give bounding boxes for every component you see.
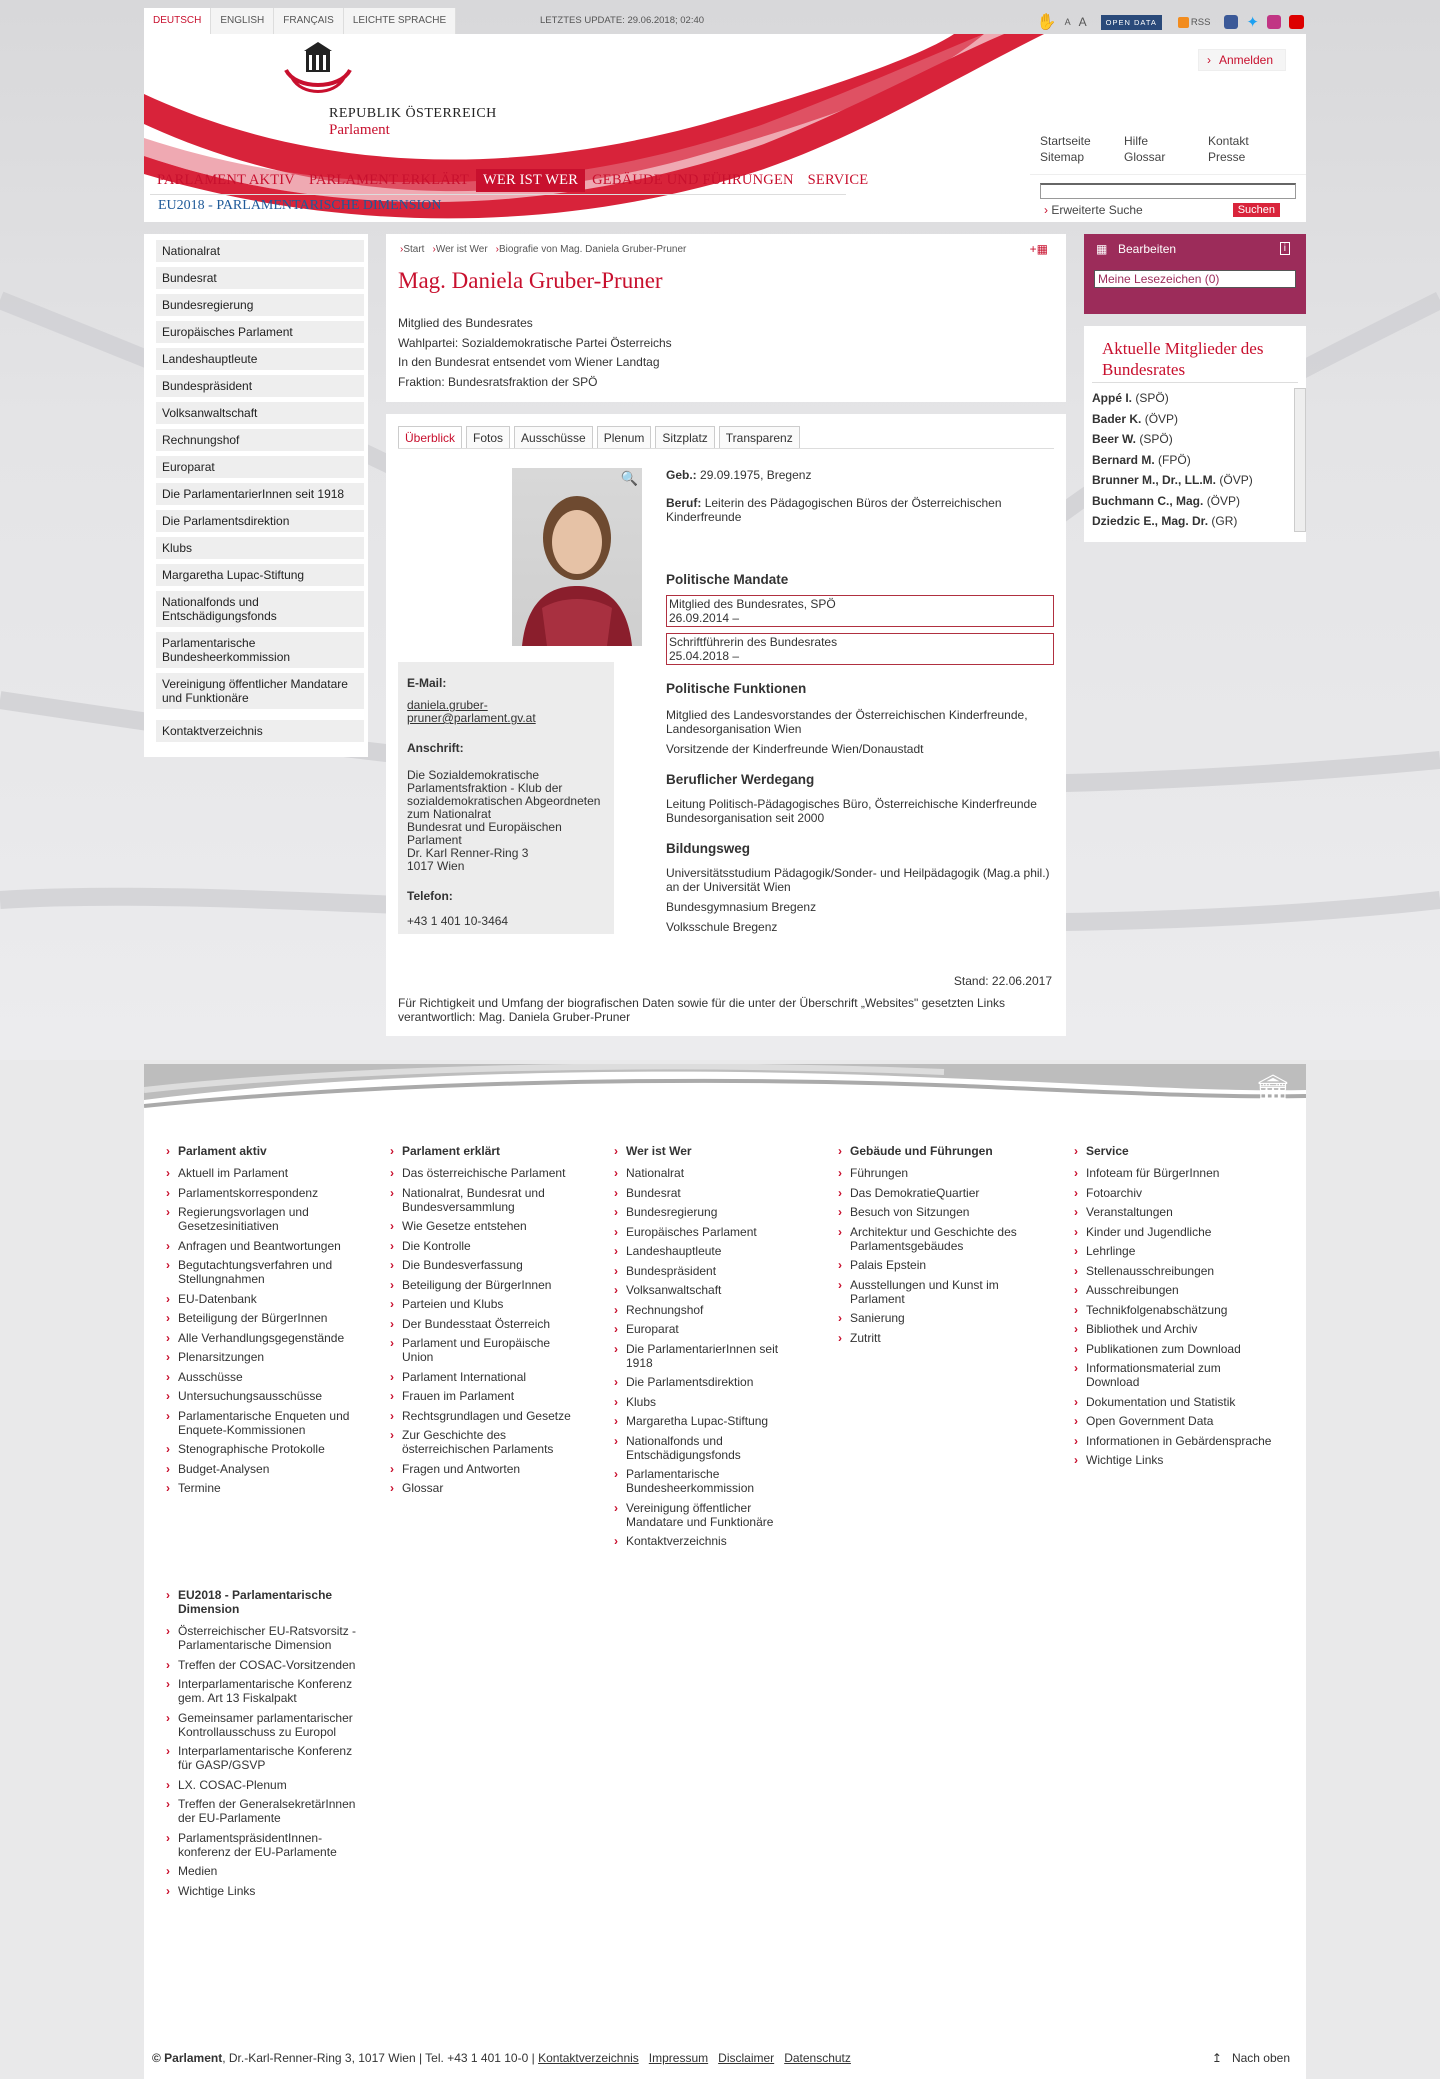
footer-col-title[interactable]: › Service — [1072, 1144, 1272, 1158]
back-to-top[interactable]: ↥ Nach oben — [1211, 2051, 1290, 2065]
member-item[interactable]: Brunner M., Dr., LL.M. (ÖVP) — [1092, 473, 1253, 487]
education-item: Volksschule Bregenz — [666, 920, 778, 934]
members-panel — [1084, 326, 1306, 542]
footer-link[interactable]: › Stenographische Protokolle — [164, 1442, 364, 1456]
footer-link[interactable]: › Die ParlamentarierInnen seit 1918 — [612, 1342, 792, 1370]
sidebar-item-europarat[interactable]: Europarat — [156, 456, 364, 479]
phone-label: Telefon: — [407, 889, 453, 903]
sidebar-item-bundesrat[interactable]: Bundesrat — [156, 267, 364, 290]
footer-link[interactable]: › Beteiligung der BürgerInnen — [388, 1278, 578, 1292]
quicklink-presse[interactable]: Presse — [1208, 150, 1246, 164]
footer-link[interactable]: › Infoteam für BürgerInnen — [1072, 1166, 1272, 1180]
contact-box — [398, 662, 614, 934]
footer-link[interactable]: › Ausschüsse — [164, 1370, 364, 1384]
footer-link[interactable]: › LX. COSAC-Plenum — [164, 1778, 364, 1792]
footer-link[interactable]: › Wichtige Links — [164, 1884, 364, 1898]
footer-link[interactable]: › Interparlamentarische Konferenz für GASP/GSVP — [164, 1744, 364, 1772]
quicklink-sitemap[interactable]: Sitemap — [1040, 150, 1085, 164]
function-item: Vorsitzende der Kinderfreunde Wien/Donaustadt — [666, 742, 924, 756]
mandate-item: Mitglied des Bundesrates, SPÖ 26.09.2014 – — [666, 595, 1054, 627]
nav-service[interactable]: SERVICE — [807, 172, 869, 188]
crumb-current: › Biografie von Mag. Daniela Gruber-Pruner — [496, 244, 687, 255]
footer-col-title[interactable]: › Parlament aktiv — [164, 1144, 364, 1158]
footer-link[interactable]: › Parlamentskorrespondenz — [164, 1186, 364, 1200]
footer-col-parlament-erklaert — [388, 1144, 578, 1501]
logo-parlament: Parlament — [329, 122, 390, 138]
member-item[interactable]: Beer W. (SPÖ) — [1092, 432, 1173, 446]
footer-link[interactable]: › Fotoarchiv — [1072, 1186, 1272, 1200]
sidebar-item-nationalrat[interactable]: Nationalrat — [156, 240, 364, 263]
sidebar-item-landeshauptleute[interactable]: Landeshauptleute — [156, 348, 364, 371]
accessibility-icon[interactable]: ✋ — [1036, 14, 1057, 31]
job-info: Beruf: Leiterin des Pädagogischen Büros der Österreichischen Kinderfreunde — [666, 496, 1002, 524]
tab-divider — [398, 448, 1054, 449]
footer-link[interactable]: › Glossar — [388, 1481, 578, 1495]
footer-link[interactable]: › Interparlamentarische Konferenz gem. Art 13 Fiskalpakt — [164, 1677, 364, 1705]
font-large-button[interactable]: A — [1078, 15, 1087, 29]
footer-link[interactable]: › Architektur und Geschichte des Parlamentsgebäudes — [836, 1225, 1036, 1253]
top-bar — [144, 8, 1306, 34]
footer-col-wer-ist-wer — [612, 1144, 792, 1554]
profile-tabs — [398, 426, 800, 449]
advanced-search-link[interactable]: › Erweiterte Suche — [1044, 203, 1143, 217]
footer-link[interactable]: › Das österreichische Parlament — [388, 1166, 578, 1180]
tab-ueberblick[interactable]: Überblick — [398, 426, 462, 449]
footer-link[interactable]: › Fragen und Antworten — [388, 1462, 578, 1476]
rss-label[interactable]: RSS — [1190, 16, 1211, 28]
quicklink-hilfe[interactable]: Hilfe — [1124, 134, 1149, 148]
footer-link[interactable]: › Bibliothek und Archiv — [1072, 1322, 1272, 1336]
footer-link[interactable]: › Plenarsitzungen — [164, 1350, 364, 1364]
footer-link[interactable]: › Der Bundesstaat Österreich — [388, 1317, 578, 1331]
footer-link[interactable]: › EU-Datenbank — [164, 1292, 364, 1306]
nav-parlament-aktiv[interactable]: PARLAMENT AKTIV — [157, 172, 295, 188]
footer-link[interactable]: › Beteiligung der BürgerInnen — [164, 1311, 364, 1325]
members-divider — [1092, 382, 1298, 383]
footer-link[interactable]: › Landeshauptleute — [612, 1244, 792, 1258]
footer-link[interactable]: › Volksanwaltschaft — [612, 1283, 792, 1297]
profile-photo[interactable] — [512, 468, 642, 646]
footer-link[interactable]: › Parlament International — [388, 1370, 578, 1384]
function-item: Mitglied des Landesvorstandes der Österreichischen Kinderfreunde, Landesorganisation Wien — [666, 708, 1028, 736]
footer-link[interactable]: › Zutritt — [836, 1331, 1036, 1345]
nav-parlament-erklaert[interactable]: PARLAMENT ERKLÄRT — [308, 172, 469, 188]
quicklink-startseite[interactable]: Startseite — [1040, 134, 1091, 148]
site-footer — [144, 1064, 1306, 2079]
members-title: Aktuelle Mitglieder des Bundesrates — [1102, 339, 1264, 379]
footer-link[interactable]: › Die Kontrolle — [388, 1239, 578, 1253]
education-item: Universitätsstudium Pädagogik/Sonder- und Heilpädagogik (Mag.a phil.) an der Universität Wien — [666, 866, 1050, 894]
bio-details — [666, 468, 1054, 940]
lang-deutsch[interactable]: DEUTSCH — [144, 8, 211, 34]
footer-link-disclaimer[interactable]: Disclaimer — [718, 2051, 775, 2065]
footer-link[interactable]: › Open Government Data — [1072, 1414, 1272, 1428]
footer-link[interactable]: › Frauen im Parlament — [388, 1389, 578, 1403]
facebook-icon[interactable] — [1224, 15, 1238, 29]
footer-col-eu2018 — [164, 1588, 364, 1903]
email-link[interactable]: daniela.gruber-pruner@parlament.gv.at — [407, 698, 536, 725]
tab-sitzplatz[interactable]: Sitzplatz — [655, 426, 714, 449]
footer-banner — [144, 1064, 1306, 1124]
nav-gebaeude-fuehrungen[interactable]: GEBÄUDE UND FÜHRUNGEN — [592, 172, 794, 188]
sidebar-item-klubs[interactable]: Klubs — [156, 537, 364, 560]
login-button[interactable]: › Anmelden — [1198, 49, 1286, 71]
sidebar-item-vereinigung[interactable]: Vereinigung öffentlicher Mandatare und Funktionäre — [156, 673, 364, 710]
sidebar-item-kontaktverzeichnis[interactable]: Kontaktverzeichnis — [156, 720, 364, 743]
mandate-item: Schriftführerin des Bundesrates 25.04.2018 – — [666, 633, 1054, 665]
quicklink-glossar[interactable]: Glossar — [1124, 150, 1166, 164]
footer-link[interactable]: › Rechnungshof — [612, 1303, 792, 1317]
fact-delegation: In den Bundesrat entsendet vom Wiener Landtag — [398, 355, 660, 369]
crumb-wer-ist-wer[interactable]: › Wer ist Wer — [432, 244, 487, 255]
footer-link[interactable]: › Regierungsvorlagen und Gesetzesinitiativen — [164, 1205, 364, 1233]
sidebar-item-lupac-stiftung[interactable]: Margaretha Lupac-Stiftung — [156, 564, 364, 587]
nav-wer-ist-wer[interactable]: WER IST WER — [476, 169, 585, 192]
main-navigation — [150, 169, 875, 192]
footer-logo-icon: 🏛 — [1253, 1074, 1292, 1107]
footer-link[interactable]: › Österreichischer EU-Ratsvorsitz - Parlamentarische Dimension — [164, 1624, 364, 1652]
sidebar-item-parlamentarierinnen[interactable]: Die ParlamentarierInnen seit 1918 — [156, 483, 364, 506]
footer-link[interactable]: › Informationen in Gebärdensprache — [1072, 1434, 1272, 1448]
search-button[interactable]: Suchen — [1233, 203, 1280, 217]
nav-divider — [150, 194, 846, 195]
career-heading: Beruflicher Werdegang — [666, 772, 815, 787]
footer-link[interactable]: › Anfragen und Beantwortungen — [164, 1239, 364, 1253]
footer-link[interactable]: › Lehrlinge — [1072, 1244, 1272, 1258]
site-header — [144, 34, 1306, 222]
profile-body — [386, 414, 1066, 1036]
bookmarks-select[interactable]: Meine Lesezeichen (0) — [1094, 270, 1296, 288]
footer-link[interactable]: › Die Bundesverfassung — [388, 1258, 578, 1272]
footer-link-datenschutz[interactable]: Datenschutz — [784, 2051, 851, 2065]
footer-link[interactable]: › Treffen der GeneralsekretärInnen der EU-Parlamente — [164, 1797, 364, 1825]
parliament-logo-icon[interactable] — [282, 42, 354, 98]
footer-col-title[interactable]: › EU2018 - Parlamentarische Dimension — [164, 1588, 364, 1616]
member-item[interactable]: Bader K. (ÖVP) — [1092, 411, 1179, 426]
footer-link[interactable]: › Führungen — [836, 1166, 1036, 1180]
education-heading: Bildungsweg — [666, 841, 750, 856]
lang-francais[interactable]: FRANÇAIS — [274, 8, 344, 34]
edit-panel — [1084, 234, 1306, 314]
footer-col-title[interactable]: › Wer ist Wer — [612, 1144, 792, 1158]
footer-link[interactable]: › Stellenausschreibungen — [1072, 1264, 1272, 1278]
bookmark-icon: ▦ — [1096, 242, 1108, 256]
footer-link[interactable]: › Europäisches Parlament — [612, 1225, 792, 1239]
footer-link[interactable]: › Bundesrat — [612, 1186, 792, 1200]
nav-eu2018[interactable]: EU2018 - PARLAMENTARISCHE DIMENSION — [158, 198, 442, 213]
lang-leichte-sprache[interactable]: LEICHTE SPRACHE — [344, 8, 456, 34]
arrow-up-icon: ↥ — [1211, 2051, 1222, 2065]
mandates-heading: Politische Mandate — [666, 572, 789, 587]
footer-link[interactable]: › ParlamentspräsidentInnen-konferenz der EU-Parlamente — [164, 1831, 364, 1859]
footer-link[interactable]: › Vereinigung öffentlicher Mandatare und Funktionäre — [612, 1501, 792, 1529]
footer-link[interactable]: › Ausschreibungen — [1072, 1283, 1272, 1297]
footer-link[interactable]: › Publikationen zum Download — [1072, 1342, 1272, 1356]
page-title: Mag. Daniela Gruber-Pruner — [398, 268, 663, 293]
profile-header — [386, 234, 1066, 402]
footer-link[interactable]: › Parlamentarische Enqueten und Enquete-Kommissionen — [164, 1409, 364, 1437]
footer-col-service — [1072, 1144, 1272, 1473]
fact-party: Wahlpartei: Sozialdemokratische Partei Österreichs — [398, 335, 672, 350]
copyright: © Parlament, Dr.-Karl-Renner-Ring 3, 1017 Wien | Tel. +43 1 401 10-0 | Kontaktverzeichnis Impressum Disclaimer Datenschutz — [152, 2051, 851, 2065]
tab-fotos[interactable]: Fotos — [466, 426, 510, 449]
sidebar-item-bundesheerkommission[interactable]: Parlamentarische Bundesheerkommission — [156, 632, 364, 669]
rss-icon[interactable] — [1178, 17, 1189, 28]
footer-link[interactable]: › Die Parlamentsdirektion — [612, 1375, 792, 1389]
footer-link[interactable]: › Ausstellungen und Kunst im Parlament — [836, 1278, 1036, 1306]
footer-link[interactable]: › Parteien und Klubs — [388, 1297, 578, 1311]
footer-link[interactable]: › Wie Gesetze entstehen — [388, 1219, 578, 1233]
footer-link[interactable]: › Medien — [164, 1864, 364, 1878]
quick-links — [1040, 134, 1292, 164]
left-sidebar — [144, 234, 368, 757]
footer-link[interactable]: › Technikfolgenabschätzung — [1072, 1303, 1272, 1317]
responsibility-note: Für Richtigkeit und Umfang der biografischen Daten sowie für die unter der Überschrift „Websites" gesetzten Links verantwortlich: Mag. Daniela Gruber-Pruner — [398, 996, 1005, 1024]
footer-link[interactable]: › Palais Epstein — [836, 1258, 1036, 1272]
sidebar-item-rechnungshof[interactable]: Rechnungshof — [156, 429, 364, 452]
footer-link[interactable]: › Sanierung — [836, 1311, 1036, 1325]
footer-link[interactable]: › Das DemokratieQuartier — [836, 1186, 1036, 1200]
footer-link[interactable]: › Veranstaltungen — [1072, 1205, 1272, 1219]
footer-link[interactable]: › Termine — [164, 1481, 364, 1495]
search-input[interactable] — [1040, 183, 1296, 199]
instagram-icon[interactable] — [1267, 15, 1281, 29]
footer-link[interactable]: › Europarat — [612, 1322, 792, 1336]
footer-link[interactable]: › Untersuchungsausschüsse — [164, 1389, 364, 1403]
sidebar-item-volksanwaltschaft[interactable]: Volksanwaltschaft — [156, 402, 364, 425]
address-label: Anschrift: — [407, 741, 464, 755]
birth-info: Geb.: 29.09.1975, Bregenz — [666, 468, 812, 482]
footer-link[interactable]: › Treffen der COSAC-Vorsitzenden — [164, 1658, 364, 1672]
member-item[interactable]: Dziedzic E., Mag. Dr. (GR) — [1092, 514, 1238, 528]
lang-english[interactable]: ENGLISH — [211, 8, 274, 34]
footer-link[interactable]: › Bundespräsident — [612, 1264, 792, 1278]
footer-col-title[interactable]: › Parlament erklärt — [388, 1144, 578, 1158]
quicklink-kontakt[interactable]: Kontakt — [1208, 134, 1249, 148]
logo-republic: REPUBLIK ÖSTERREICH — [329, 106, 497, 121]
footer-link[interactable]: › Aktuell im Parlament — [164, 1166, 364, 1180]
footer-link[interactable]: › Nationalfonds und Entschädigungsfonds — [612, 1434, 792, 1462]
functions-heading: Politische Funktionen — [666, 681, 807, 696]
footer-col-gebaeude — [836, 1144, 1036, 1350]
email-label: E-Mail: — [407, 676, 447, 690]
tab-transparenz[interactable]: Transparenz — [719, 426, 800, 449]
member-item[interactable]: Bernard M. (FPÖ) — [1092, 452, 1191, 467]
footer-link[interactable]: › Rechtsgrundlagen und Gesetze — [388, 1409, 578, 1423]
sidebar-item-parlamentsdirektion[interactable]: Die Parlamentsdirektion — [156, 510, 364, 533]
add-bookmark-icon[interactable]: +▦ — [1029, 242, 1048, 256]
fact-membership: Mitglied des Bundesrates — [398, 316, 533, 330]
footer-col-parlament-aktiv — [164, 1144, 364, 1501]
footer-link[interactable]: › Klubs — [612, 1395, 792, 1409]
footer-link[interactable]: › Wichtige Links — [1072, 1453, 1272, 1467]
members-list — [1092, 388, 1288, 530]
footer-link[interactable]: › Budget-Analysen — [164, 1462, 364, 1476]
tab-plenum[interactable]: Plenum — [597, 426, 652, 449]
address-text: Die Sozialdemokratische Parlamentsfraktion - Klub der sozialdemokratischen Abgeordneten zum Nationalrat Bundesrat und Europäischen Parlament Dr. Karl Renner-Ring 3 1017 Wien — [407, 768, 601, 873]
footer-link[interactable]: › Nationalrat, Bundesrat und Bundesversammlung — [388, 1186, 578, 1214]
education-item: Bundesgymnasium Bregenz — [666, 900, 817, 914]
footer-link[interactable]: › Zur Geschichte des österreichischen Parlaments — [388, 1428, 578, 1456]
footer-link[interactable]: › Parlamentarische Bundesheerkommission — [612, 1467, 792, 1495]
phone-number: +43 1 401 10-3464 — [407, 914, 509, 928]
last-update: LETZTES UPDATE: 29.06.2018; 02:40 — [540, 15, 705, 26]
crumb-start[interactable]: › Start — [400, 244, 424, 255]
tab-ausschuesse[interactable]: Ausschüsse — [514, 426, 593, 449]
search-box — [1030, 174, 1306, 222]
members-scrollbar[interactable] — [1294, 388, 1306, 532]
footer-link[interactable]: › Parlament und Europäische Union — [388, 1336, 578, 1364]
footer-link[interactable]: › Gemeinsamer parlamentarischer Kontrollausschuss zu Europol — [164, 1711, 364, 1739]
sidebar-item-bundesregierung[interactable]: Bundesregierung — [156, 294, 364, 317]
sidebar-item-bundespraesident[interactable]: Bundespräsident — [156, 375, 364, 398]
open-data-button[interactable]: OPEN DATA — [1101, 15, 1162, 30]
member-item[interactable]: Appé I. (SPÖ) — [1092, 391, 1169, 405]
footer-link[interactable]: › Begutachtungsverfahren und Stellungnahmen — [164, 1258, 364, 1286]
youtube-icon[interactable] — [1289, 15, 1304, 29]
profile-facts — [398, 314, 672, 392]
breadcrumb — [400, 244, 686, 255]
footer-link[interactable]: › Dokumentation und Statistik — [1072, 1395, 1272, 1409]
language-switcher — [144, 8, 456, 34]
fact-faction: Fraktion: Bundesratsfraktion der SPÖ — [398, 374, 598, 389]
footer-link[interactable]: › Nationalrat — [612, 1166, 792, 1180]
edit-title[interactable]: Bearbeiten — [1118, 242, 1177, 256]
site-logo-text[interactable] — [329, 106, 497, 139]
footer-link-impressum[interactable]: Impressum — [648, 2051, 709, 2065]
footer-link[interactable]: › Alle Verhandlungsgegenstände — [164, 1331, 364, 1345]
footer-link-kontaktverzeichnis[interactable]: Kontaktverzeichnis — [538, 2051, 639, 2065]
footer-link[interactable]: › Kinder und Jugendliche — [1072, 1225, 1272, 1239]
font-small-button[interactable]: A — [1064, 17, 1071, 27]
footer-col-title[interactable]: › Gebäude und Führungen — [836, 1144, 1036, 1158]
twitter-icon[interactable]: ✦ — [1246, 14, 1259, 31]
career-item: Leitung Politisch-Pädagogisches Büro, Österreichische Kinderfreunde Bundesorganisation seit 2000 — [666, 797, 1037, 825]
footer-link[interactable]: › Margaretha Lupac-Stiftung — [612, 1414, 792, 1428]
info-icon[interactable]: i — [1280, 242, 1290, 255]
footer-link[interactable]: › Bundesregierung — [612, 1205, 792, 1219]
footer-link[interactable]: › Informationsmaterial zum Download — [1072, 1361, 1272, 1389]
zoom-icon[interactable]: 🔍 — [620, 470, 638, 486]
footer-link[interactable]: › Besuch von Sitzungen — [836, 1205, 1036, 1219]
sidebar-item-nationalfonds[interactable]: Nationalfonds und Entschädigungsfonds — [156, 591, 364, 628]
top-icons — [1037, 12, 1304, 32]
member-item[interactable]: Buchmann C., Mag. (ÖVP) — [1092, 493, 1241, 508]
sidebar-item-eu-parlament[interactable]: Europäisches Parlament — [156, 321, 364, 344]
last-modified: Stand: 22.06.2017 — [953, 974, 1052, 988]
footer-link[interactable]: › Kontaktverzeichnis — [612, 1534, 792, 1548]
